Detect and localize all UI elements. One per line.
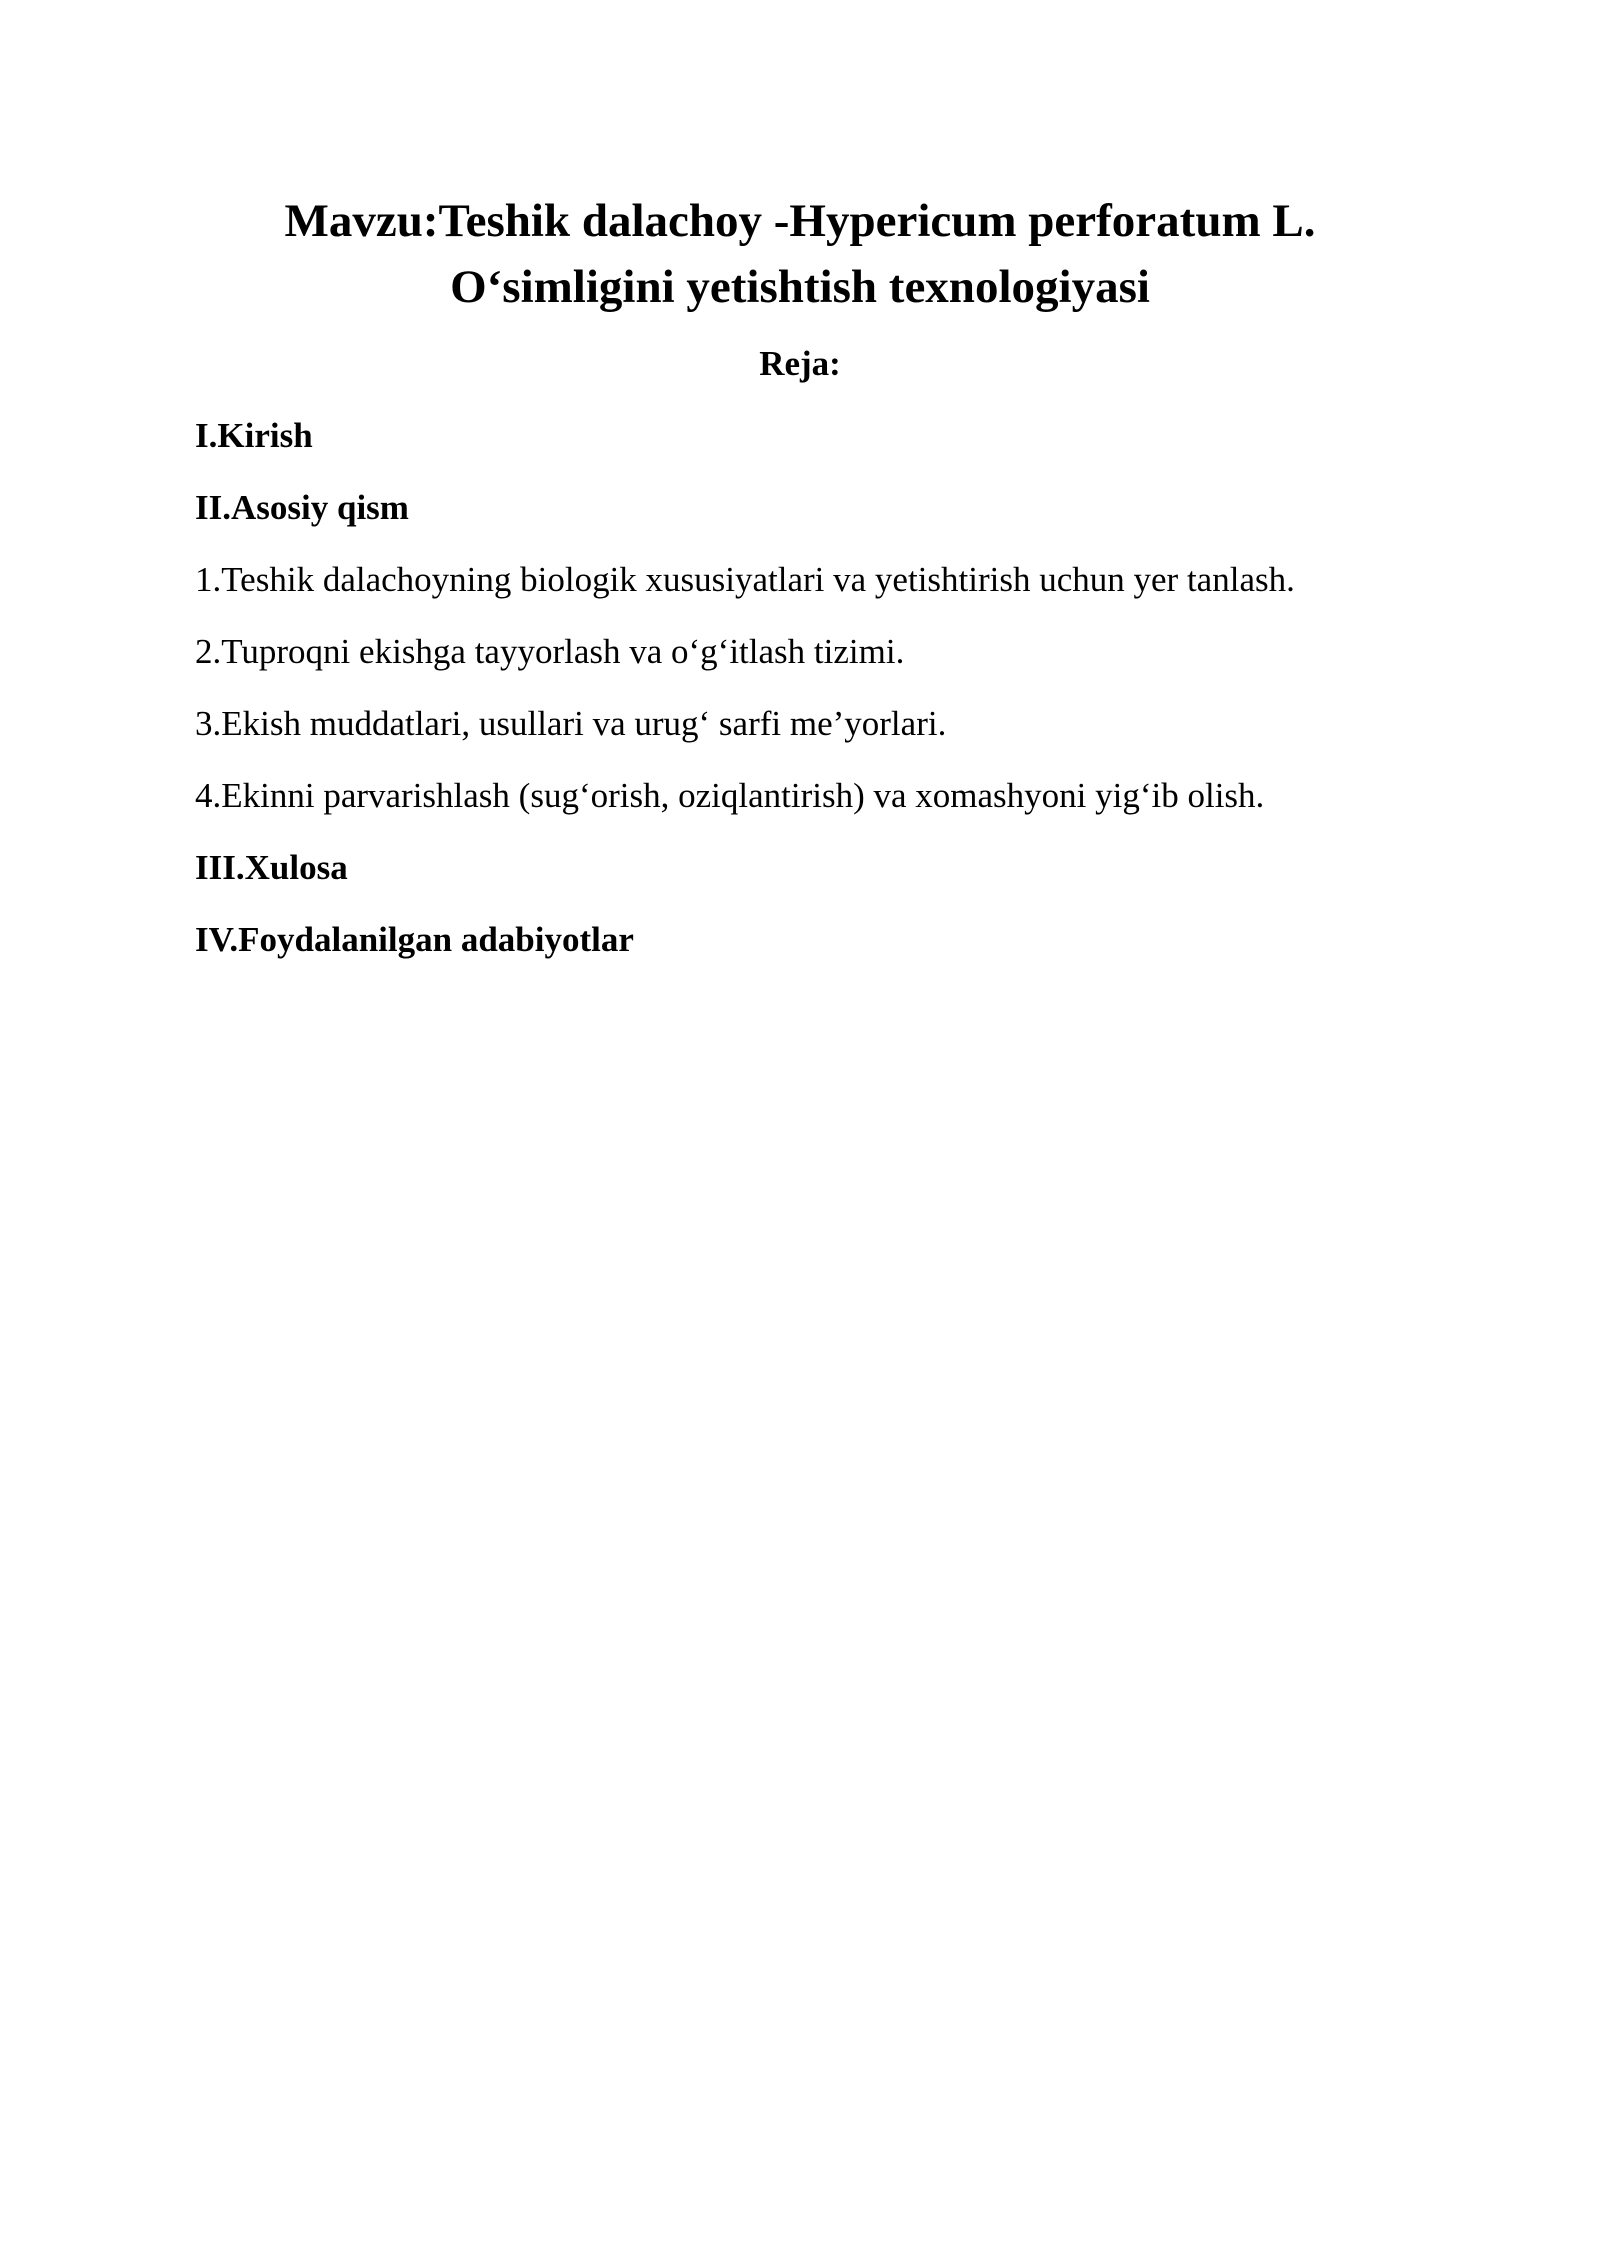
plan-heading: Reja: xyxy=(759,344,841,383)
plan-section-introduction: I.Kirish xyxy=(195,416,313,455)
plan-subitem-1: 1.Teshik dalachoyning biologik xususiyatlari va yetishtirish uchun yer tanlash. xyxy=(195,560,1295,599)
plan-list xyxy=(195,414,1435,990)
plan-subitem-3: 3.Ekish muddatlari, usullari va urug‘ sarfi me’yorlari. xyxy=(195,704,947,743)
plan-subitem-4: 4.Ekinni parvarishlash (sug‘orish, oziqlantirish) va xomashyoni yig‘ib olish. xyxy=(195,776,1265,815)
title-line-1: Mavzu:Teshik dalachoy -Hypericum perforatum L. xyxy=(284,195,1316,247)
plan-subitem-2: 2.Tuproqni ekishga tayyorlash va o‘g‘itlash tizimi. xyxy=(195,632,905,671)
title-line-2: O‘simligini yetishtish texnologiyasi xyxy=(450,261,1150,313)
document-title xyxy=(0,188,1600,320)
plan-section-references: IV.Foydalanilgan adabiyotlar xyxy=(195,920,634,959)
plan-section-main-part: II.Asosiy qism xyxy=(195,488,409,527)
plan-section-conclusion: III.Xulosa xyxy=(195,848,348,887)
